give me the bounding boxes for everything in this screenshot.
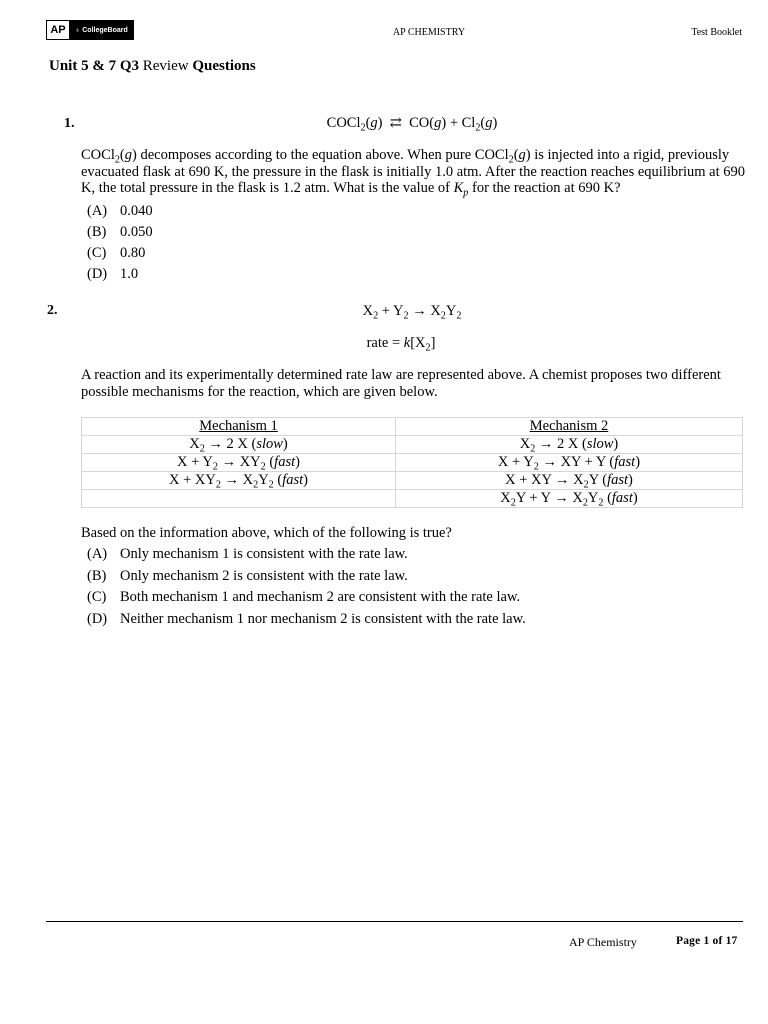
mechanism-1-step-3: $X + XY_2 \to X_2Y_2$ (fast) xyxy=(82,472,396,490)
header-booklet: Test Booklet xyxy=(691,27,742,38)
question-1-text: COCl$_2$(g) decomposes according to the equation above. When pure COCl$_2$(g) is injected into a rigid, previously evacuated flask at 690 K, the pressure in the flask is initially 1.0 atm. After the reaction reaches equilibrium at 690 K, the total pressure in the flask is 1.2 atm. What is the value of $K_p$ for the reaction at 690 K? xyxy=(81,147,745,199)
question-1-choices xyxy=(87,203,153,287)
q2-choice-d[interactable]: (D) Neither mechanism 1 nor mechanism 2 is consistent with the rate law. xyxy=(87,610,526,627)
question-2-prompt: Based on the information above, which of the following is true? xyxy=(81,525,452,541)
question-2-intro: A reaction and its experimentally determined rate law are represented above. A chemist proposes two different possible mechanisms for the reaction, which are given below. xyxy=(81,367,721,400)
mechanism-1-step-4 xyxy=(82,490,396,508)
question-2-number: 2. xyxy=(47,303,58,318)
title-questions: Questions xyxy=(192,58,256,74)
mechanism-2-step-3: X + XY → $X_2Y$ (fast) xyxy=(396,472,743,490)
mechanism-2-step-1: $X_2 \to 2$ X (slow) xyxy=(396,436,743,454)
q2-choice-b[interactable]: (B) Only mechanism 2 is consistent with the rate law. xyxy=(87,567,408,584)
mechanism-1-step-2: $X + Y_2 \to XY_2$ (fast) xyxy=(82,454,396,472)
q1-choice-a[interactable]: (A) 0.040 xyxy=(87,203,153,219)
q1-choice-b[interactable]: (B) 0.050 xyxy=(87,224,153,240)
question-2-equation: $X_2 + Y_2 \to X_2Y_2$ xyxy=(362,303,462,322)
page-title xyxy=(49,58,256,75)
mechanism-2-header: Mechanism 2 xyxy=(396,418,743,436)
ap-logo-text: AP xyxy=(47,21,70,39)
mechanism-2-step-2: $X + Y_2$ → XY + Y (fast) xyxy=(396,454,743,472)
mechanism-1-header: Mechanism 1 xyxy=(82,418,396,436)
question-1-equation: COCl$_2$(g) ⇄ $CO(g) + Cl_2(g)$ xyxy=(326,115,498,134)
q1-choice-c[interactable]: (C) 0.80 xyxy=(87,245,146,261)
acorn-icon: ♁ xyxy=(75,26,81,34)
header-subject: AP CHEMISTRY xyxy=(392,27,466,38)
mechanism-2-step-4: $X_2Y + Y \to X_2Y_2$ (fast) xyxy=(396,490,743,508)
mechanisms-table xyxy=(81,417,743,508)
question-2-rate-law: rate = $k[X_2]$ xyxy=(366,335,436,354)
mechanism-1-step-1: $X_2 \to 2$ X (slow) xyxy=(82,436,396,454)
question-1-number: 1. xyxy=(64,116,75,131)
q2-choice-a[interactable]: (A) Only mechanism 1 is consistent with the rate law. xyxy=(87,546,408,562)
q2-choice-c[interactable]: (C) Both mechanism 1 and mechanism 2 are consistent with the rate law. xyxy=(87,589,521,605)
title-unit: Unit 5 & 7 Q3 xyxy=(49,58,139,74)
question-2-choices xyxy=(87,546,526,632)
footer-subject: AP Chemistry xyxy=(569,935,637,949)
footer-page-number: Page 1 of 17 xyxy=(676,935,738,947)
collegeboard-logo-text: CollegeBoard xyxy=(82,26,128,34)
title-review: Review xyxy=(142,58,189,74)
footer-divider xyxy=(46,921,743,922)
q1-choice-d[interactable]: (D) 1.0 xyxy=(87,266,139,282)
